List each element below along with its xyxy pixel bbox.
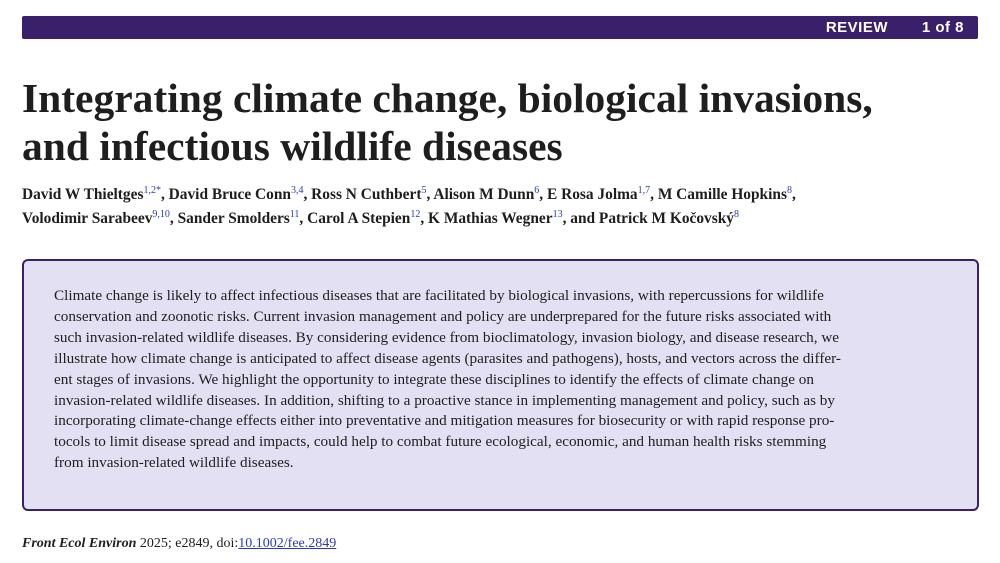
author-affiliation[interactable]: 12 (410, 209, 421, 220)
abstract-line: incorporating climate-change effects either into preventative and mitigation measures for biosecurity or with rapid response pro- (54, 412, 835, 430)
doi-link[interactable]: 10.1002/fee.2849 (238, 536, 337, 551)
author-name: E Rosa Jolma (546, 186, 638, 203)
author (169, 186, 312, 203)
author-affiliation[interactable]: 3,4 (290, 185, 304, 196)
author (307, 210, 428, 227)
article-title (22, 74, 982, 170)
author-name: Sander Smolders (177, 210, 290, 227)
abstract-line: Climate change is likely to affect infectious diseases that are facilitated by biological invasions, with repercussions for wildlife (54, 287, 824, 304)
title-line: and infectious wildlife diseases (22, 123, 563, 169)
author-name: Patrick M Kočovský (598, 210, 734, 227)
author-affiliation[interactable]: 13 (552, 209, 563, 220)
author-name: Alison M Dunn (433, 186, 535, 203)
author-affiliation[interactable]: 8 (786, 185, 792, 196)
abstract-line: tocols to limit disease spread and impacts, could help to combat future ecological, economic, and human health risks stemming (54, 433, 827, 451)
abstract-line: such invasion-related wildlife diseases. By considering evidence from bioclimatology, invasion biology, and disease research, we (54, 328, 840, 346)
author-affiliation[interactable]: 9,10 (152, 209, 170, 220)
author-affiliation[interactable]: 6 (534, 185, 540, 196)
author (22, 186, 169, 203)
abstract-box (22, 259, 979, 511)
author-list (22, 183, 982, 231)
author (428, 210, 599, 227)
author-affiliation[interactable]: 1,7 (637, 185, 651, 196)
author-separator: , (299, 210, 308, 227)
abstract-line: invasion-related wildlife diseases. In addition, shifting to a proactive stance in implementing management and policy, such as by (54, 391, 835, 409)
title-line: Integrating climate change, biological invasions, (22, 75, 873, 121)
author-affiliation[interactable]: 5 (421, 185, 427, 196)
author-name: Ross N Cuthbert (311, 186, 422, 203)
author-separator: , (650, 186, 658, 203)
author-line (22, 207, 982, 231)
abstract-line: conservation and zoonotic risks. Current invasion management and policy are underprepared for the future risks associated with (54, 307, 832, 325)
author-name: M Camille Hopkins (657, 186, 787, 203)
author-name: Volodimir Sarabeev (22, 210, 153, 227)
author-separator: , and (562, 210, 599, 227)
author (658, 186, 796, 203)
abstract-line: from invasion-related wildlife diseases. (54, 454, 294, 472)
citation-details: 2025; e2849, doi: (136, 536, 239, 551)
author (599, 210, 739, 227)
author-affiliation[interactable]: 1,2* (143, 185, 161, 196)
author (311, 186, 433, 203)
author-separator: , (539, 186, 547, 203)
author-separator: , (160, 186, 169, 203)
journal-name: Front Ecol Environ (22, 536, 137, 551)
author-separator: , (303, 186, 312, 203)
author-name: David W Thieltges (22, 186, 144, 203)
author-name: Carol A Stepien (307, 210, 411, 227)
abstract-text (54, 286, 952, 474)
author (433, 186, 547, 203)
author-line (22, 183, 982, 207)
author-name: K Mathias Wegner (428, 210, 553, 227)
abstract-line: ent stages of invasions. We highlight the opportunity to integrate these disciplines to identify the effects of climate change on (54, 370, 814, 388)
author-affiliation[interactable]: 8 (734, 209, 739, 220)
citation (22, 535, 336, 553)
author (22, 210, 178, 227)
article-type-label: REVIEW (825, 19, 888, 36)
abstract-line: illustrate how climate change is anticipated to affect disease agents (parasites and pathogens), hosts, and vectors across the differ- (54, 349, 841, 367)
author-separator: , (791, 186, 796, 203)
author (178, 210, 308, 227)
author-separator: , (420, 210, 429, 227)
author-separator: , (169, 210, 178, 227)
page-indicator: 1 of 8 (921, 19, 964, 36)
author-name: David Bruce Conn (168, 186, 291, 203)
author-affiliation[interactable]: 11 (289, 209, 300, 220)
author (547, 186, 658, 203)
author-separator: , (426, 186, 434, 203)
header-bar (22, 16, 978, 39)
